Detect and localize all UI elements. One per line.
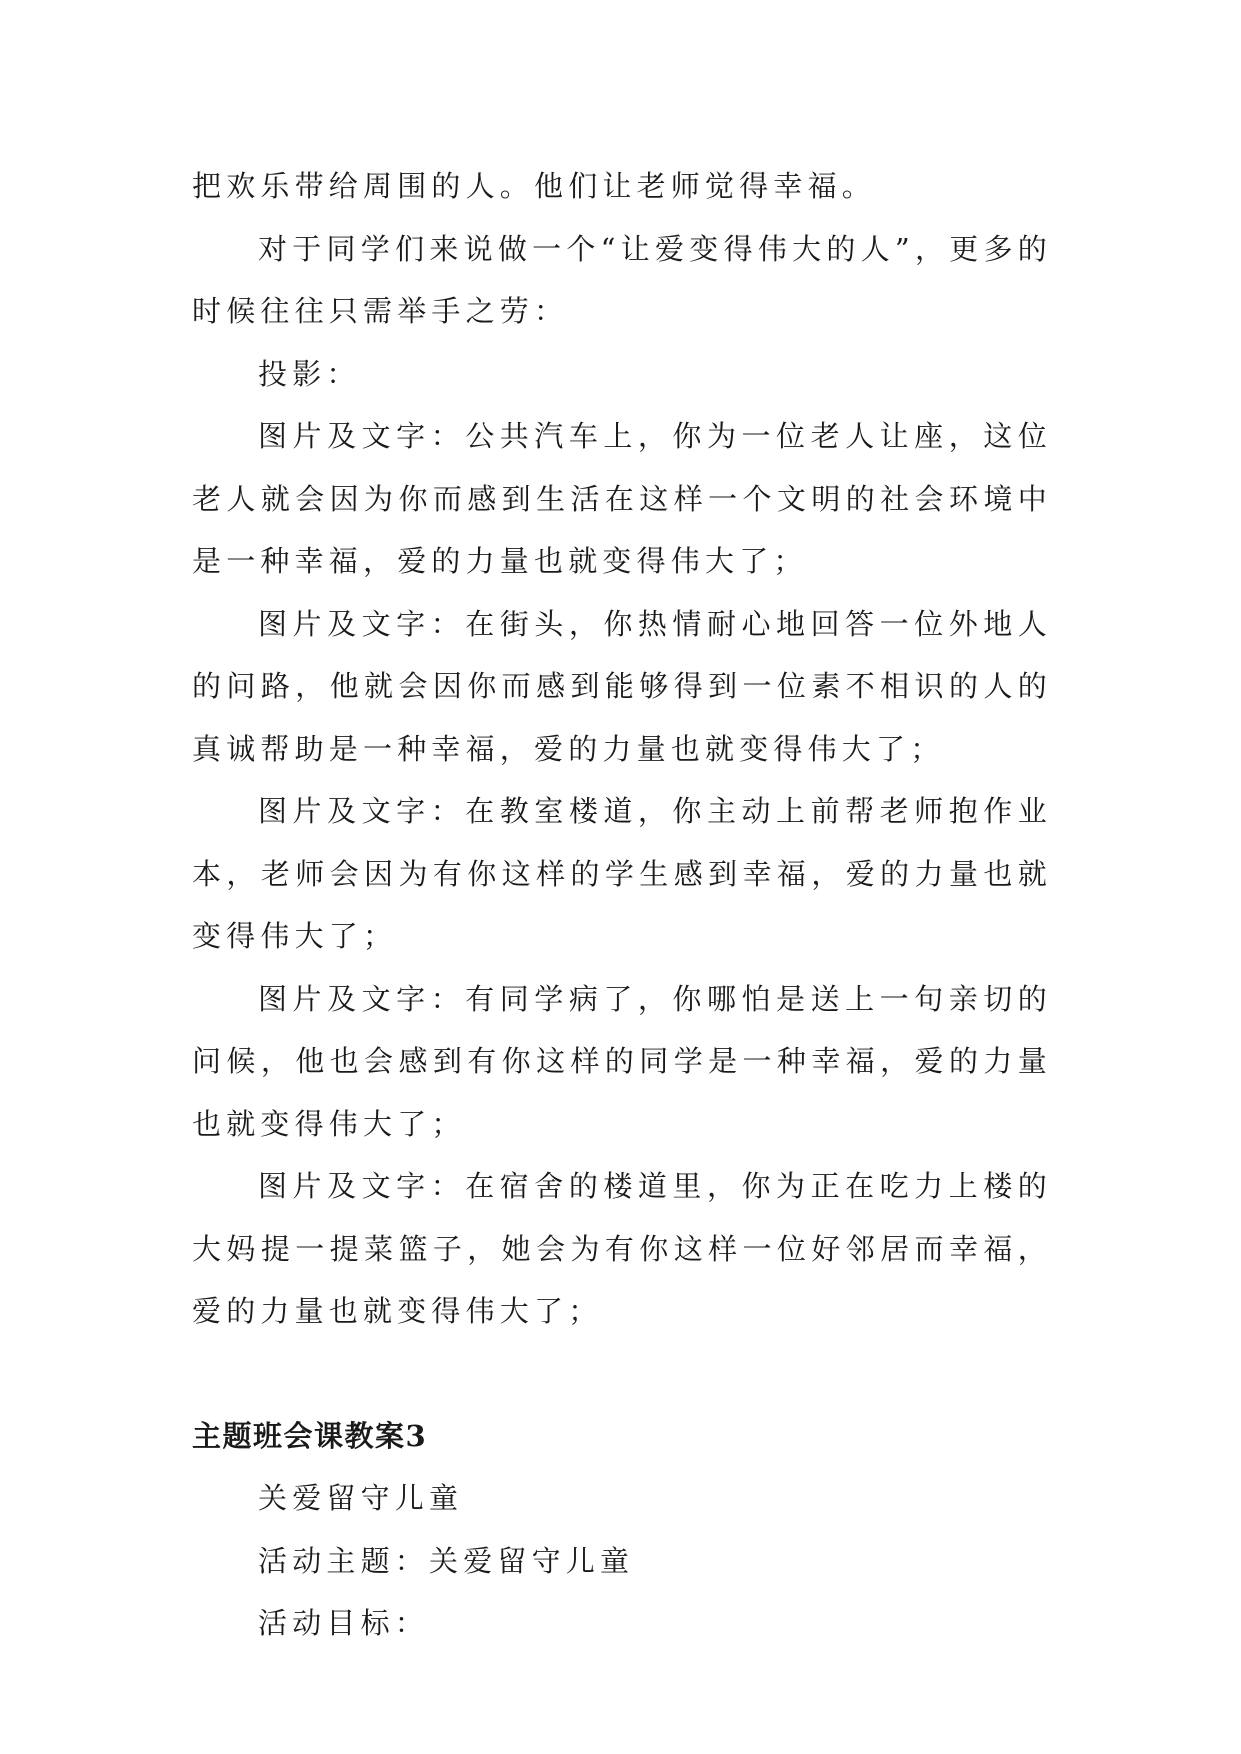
paragraph: 投影： bbox=[258, 356, 361, 391]
paragraph: 活动主题：关爱留守儿童 bbox=[258, 1543, 635, 1578]
paragraph: 图片及文字：在宿舍的楼道里，你为正在吃力上楼的大妈提一提菜篮子，她会为有你这样一位好邻居而幸福，爱的力量也就变得伟大了； bbox=[192, 1169, 1052, 1328]
paragraph: 把欢乐带给周围的人。他们让老师觉得幸福。 bbox=[192, 169, 877, 203]
document-body bbox=[192, 155, 1052, 1655]
paragraph: 图片及文字：公共汽车上，你为一位老人让座，这位老人就会因为你而感到生活在这样一个文明的社会环境中是一种幸福，爱的力量也就变得伟大了； bbox=[192, 419, 1052, 578]
paragraph: 活动目标： bbox=[258, 1606, 430, 1640]
paragraph: 对于同学们来说做一个“让爱变得伟大的人”，更多的时候往往只需举手之劳： bbox=[192, 231, 1052, 328]
paragraph: 图片及文字：在教室楼道，你主动上前帮老师抱作业本，老师会因为有你这样的学生感到幸福，爱的力量也就变得伟大了； bbox=[192, 794, 1052, 953]
paragraph: 关爱留守儿童 bbox=[258, 1481, 464, 1515]
paragraph: 图片及文字：在街头，你热情耐心地回答一位外地人的问路，他就会因你而感到能够得到一位素不相识的人的真诚帮助是一种幸福，爱的力量也就变得伟大了； bbox=[192, 606, 1052, 766]
section-heading: 主题班会课教案3 bbox=[192, 1418, 428, 1453]
paragraph: 图片及文字：有同学病了，你哪怕是送上一句亲切的问候，他也会感到有你这样的同学是一种幸福，爱的力量也就变得伟大了； bbox=[192, 981, 1052, 1141]
